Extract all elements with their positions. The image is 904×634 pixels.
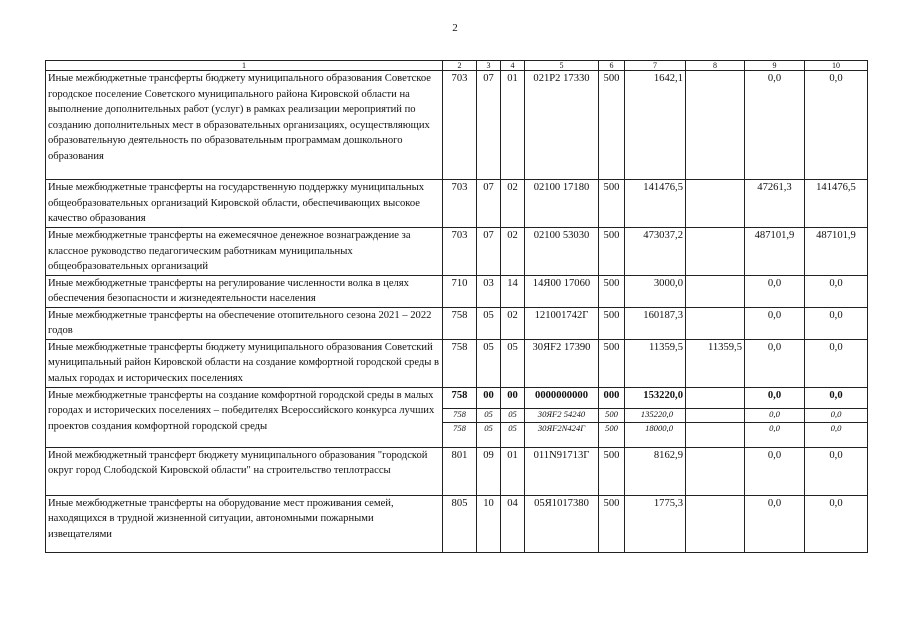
cell-expense-type: 500 — [599, 71, 625, 180]
cell-expense-type: 500 — [599, 422, 625, 447]
cell-col-9: 487101,9 — [745, 228, 805, 276]
cell-target-article: 05Я1017380 — [525, 495, 599, 552]
table-row — [46, 275, 868, 307]
column-header: 4 — [501, 61, 525, 71]
table-row-total — [46, 387, 868, 408]
table-row — [46, 228, 868, 276]
cell-subsection: 01 — [501, 447, 525, 495]
cell-amount: 1642,1 — [625, 71, 686, 180]
cell-amount: 3000,0 — [625, 275, 686, 307]
column-header: 7 — [625, 61, 686, 71]
cell-ministry-code: 758 — [443, 339, 477, 387]
cell-target-article: 02100 17180 — [525, 180, 599, 228]
row-description: Иные межбюджетные трансферты бюджету муниципального образования Советский муниципальный район Кировской области на создание комфортной городской среды в малых городах и исторических поселениях — [46, 339, 443, 387]
cell-expense-type: 500 — [599, 495, 625, 552]
cell-subsection: 05 — [501, 408, 525, 422]
row-description: Иные межбюджетные трансферты на оборудование мест проживания семей, находящихся в трудной жизненной ситуации, автономными пожарными извещателями — [46, 495, 443, 552]
row-description: Иные межбюджетные трансферты на ежемесячное денежное вознаграждение за классное руководство педагогическим работникам муниципальных общеобразовательных организаций — [46, 228, 443, 276]
cell-amount: 18000,0 — [625, 422, 686, 447]
cell-target-article: 30ЯF2 17390 — [525, 339, 599, 387]
cell-ministry-code: 703 — [443, 180, 477, 228]
cell-col-9: 0,0 — [745, 422, 805, 447]
cell-subsection: 02 — [501, 307, 525, 339]
cell-expense-type: 500 — [599, 275, 625, 307]
cell-col-9: 0,0 — [745, 71, 805, 180]
cell-target-article: 30ЯF2 54240 — [525, 408, 599, 422]
cell-col-10: 0,0 — [805, 495, 868, 552]
cell-col-8 — [686, 228, 745, 276]
column-header: 9 — [745, 61, 805, 71]
cell-expense-type: 000 — [599, 387, 625, 408]
row-description: Иные межбюджетные трансферты на создание комфортной городской среды в малых городах и исторических поселениях – победителях Всероссийского конкурса лучших проектов создания комфортной городской среды — [46, 387, 443, 447]
cell-target-article: 011N91713Г — [525, 447, 599, 495]
cell-expense-type: 500 — [599, 339, 625, 387]
cell-subsection: 02 — [501, 180, 525, 228]
table-row — [46, 71, 868, 180]
cell-col-10: 0,0 — [805, 71, 868, 180]
cell-col-9: 47261,3 — [745, 180, 805, 228]
cell-subsection: 04 — [501, 495, 525, 552]
column-header: 3 — [477, 61, 501, 71]
cell-col-10: 0,0 — [805, 408, 868, 422]
page-number: 2 — [452, 22, 458, 34]
cell-target-article: 30ЯF2N424Г — [525, 422, 599, 447]
cell-col-9: 0,0 — [745, 307, 805, 339]
cell-expense-type: 500 — [599, 447, 625, 495]
cell-ministry-code: 801 — [443, 447, 477, 495]
cell-subsection: 05 — [501, 422, 525, 447]
table-row — [46, 180, 868, 228]
cell-amount: 153220,0 — [625, 387, 686, 408]
cell-amount: 1775,3 — [625, 495, 686, 552]
column-header: 2 — [443, 61, 477, 71]
budget-transfers-table — [45, 60, 868, 553]
row-description: Иные межбюджетные трансферты бюджету муниципального образования Советское городское поселение Советского муниципального района Кировской области на выполнение дополнительных работ (услуг) в рамках реализации мероприятий по созданию дополнительных мест в образовательных организациях, осуществляющих образовательную деятельность по образовательным программам дошкольного образования — [46, 71, 443, 180]
cell-expense-type: 500 — [599, 408, 625, 422]
cell-section: 00 — [477, 387, 501, 408]
cell-ministry-code: 805 — [443, 495, 477, 552]
cell-target-article: 0000000000 — [525, 387, 599, 408]
cell-col-10: 0,0 — [805, 275, 868, 307]
cell-amount: 141476,5 — [625, 180, 686, 228]
cell-subsection: 14 — [501, 275, 525, 307]
cell-col-8 — [686, 275, 745, 307]
cell-col-10: 0,0 — [805, 387, 868, 408]
cell-col-9: 0,0 — [745, 495, 805, 552]
cell-expense-type: 500 — [599, 228, 625, 276]
cell-col-8 — [686, 307, 745, 339]
cell-subsection: 05 — [501, 339, 525, 387]
cell-ministry-code: 703 — [443, 71, 477, 180]
cell-section: 03 — [477, 275, 501, 307]
cell-col-8: 11359,5 — [686, 339, 745, 387]
cell-target-article: 14Я00 17060 — [525, 275, 599, 307]
cell-amount: 135220,0 — [625, 408, 686, 422]
cell-col-9: 0,0 — [745, 339, 805, 387]
table-row — [46, 447, 868, 495]
cell-col-8 — [686, 387, 745, 408]
cell-col-8 — [686, 447, 745, 495]
cell-col-10: 0,0 — [805, 339, 868, 387]
cell-ministry-code: 758 — [443, 422, 477, 447]
cell-section: 10 — [477, 495, 501, 552]
cell-ministry-code: 758 — [443, 387, 477, 408]
cell-section: 07 — [477, 71, 501, 180]
cell-target-article: 021P2 17330 — [525, 71, 599, 180]
row-description: Иные межбюджетные трансферты на государственную поддержку муниципальных общеобразовательных организаций Кировской области, обеспечивающих высокое качество образования — [46, 180, 443, 228]
cell-ministry-code: 710 — [443, 275, 477, 307]
cell-section: 07 — [477, 228, 501, 276]
cell-section: 09 — [477, 447, 501, 495]
cell-col-9: 0,0 — [745, 387, 805, 408]
cell-section: 05 — [477, 422, 501, 447]
cell-col-9: 0,0 — [745, 275, 805, 307]
row-description: Иные межбюджетные трансферты на обеспечение отопительного сезона 2021 – 2022 годов — [46, 307, 443, 339]
cell-section: 05 — [477, 307, 501, 339]
cell-col-8 — [686, 422, 745, 447]
table-row — [46, 307, 868, 339]
column-header: 1 — [46, 61, 443, 71]
cell-ministry-code: 703 — [443, 228, 477, 276]
cell-col-8 — [686, 495, 745, 552]
cell-target-article: 121001742Г — [525, 307, 599, 339]
cell-col-10: 141476,5 — [805, 180, 868, 228]
cell-amount: 8162,9 — [625, 447, 686, 495]
cell-col-9: 0,0 — [745, 447, 805, 495]
column-header: 6 — [599, 61, 625, 71]
cell-section: 05 — [477, 339, 501, 387]
cell-section: 05 — [477, 408, 501, 422]
column-header: 5 — [525, 61, 599, 71]
cell-ministry-code: 758 — [443, 307, 477, 339]
cell-amount: 11359,5 — [625, 339, 686, 387]
cell-subsection: 02 — [501, 228, 525, 276]
table-row — [46, 339, 868, 387]
cell-col-8 — [686, 408, 745, 422]
cell-col-10: 0,0 — [805, 422, 868, 447]
column-header: 8 — [686, 61, 745, 71]
column-header: 10 — [805, 61, 868, 71]
cell-target-article: 02100 53030 — [525, 228, 599, 276]
cell-col-8 — [686, 71, 745, 180]
cell-ministry-code: 758 — [443, 408, 477, 422]
table-row — [46, 495, 868, 552]
cell-col-10: 0,0 — [805, 447, 868, 495]
row-description: Иной межбюджетный трансферт бюджету муниципального образования "городской округ город Слободской Кировской области" на строительство теплотрассы — [46, 447, 443, 495]
cell-subsection: 01 — [501, 71, 525, 180]
cell-subsection: 00 — [501, 387, 525, 408]
cell-amount: 473037,2 — [625, 228, 686, 276]
cell-expense-type: 500 — [599, 307, 625, 339]
cell-expense-type: 500 — [599, 180, 625, 228]
cell-col-8 — [686, 180, 745, 228]
row-description: Иные межбюджетные трансферты на регулирование численности волка в целях обеспечения безопасности и жизнедеятельности населения — [46, 275, 443, 307]
cell-section: 07 — [477, 180, 501, 228]
cell-amount: 160187,3 — [625, 307, 686, 339]
cell-col-10: 487101,9 — [805, 228, 868, 276]
cell-col-9: 0,0 — [745, 408, 805, 422]
cell-col-10: 0,0 — [805, 307, 868, 339]
header-row — [46, 61, 868, 71]
